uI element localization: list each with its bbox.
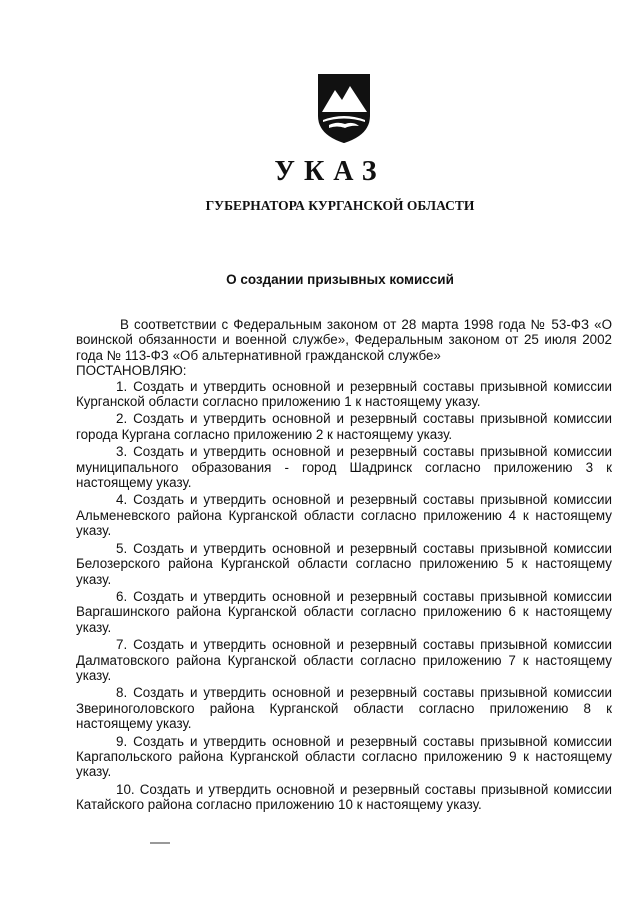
decree-item: 8. Создать и утвердить основной и резервный составы призывной комиссии Звериноголовского района Курганской области согласно приложению 8 к настоящему указу.: [76, 685, 612, 732]
issuer-subtitle: ГУБЕРНАТОРА КУРГАНСКОЙ ОБЛАСТИ: [205, 198, 475, 213]
decree-item: 6. Создать и утвердить основной и резервный составы призывной комиссии Варгашинского района Курганской области согласно приложению 6 к настоящему указу.: [76, 588, 612, 635]
document-heading: О создании призывных комиссий: [226, 272, 454, 287]
decree-word: ПОСТАНОВЛЯЮ:: [76, 363, 187, 379]
decree-item: 10. Создать и утвердить основной и резервный составы призывной комиссии Катайского района согласно приложению 10 к настоящему указу.: [76, 781, 612, 813]
decree-item: 7. Создать и утвердить основной и резервный составы призывной комиссии Далматовского района Курганской области согласно приложению 7 к настоящему указу.: [76, 637, 612, 683]
coat-of-arms-icon: [315, 72, 373, 144]
intro-paragraph: В соответствии с Федеральным законом от 28 марта 1998 года № 53-ФЗ «О воинской обязанности и военной службе», Федеральным законом от 25 июля 2002 года № 113-ФЗ «Об альтернативной гражданской службе»: [76, 317, 612, 363]
decree-item: 3. Создать и утвердить основной и резервный составы призывной комиссии муниципального образования - город Шадринск согласно приложению 3 к настоящему указу.: [76, 444, 612, 491]
decree-item: 9. Создать и утвердить основной и резервный составы призывной комиссии Каргапольского района Курганской области согласно приложению 9 к настоящему указу.: [76, 733, 612, 780]
scan-mark: [150, 842, 170, 844]
decree-item: 5. Создать и утвердить основной и резервный составы призывной комиссии Белозерского района Курганской области согласно приложению 5 к настоящему указу.: [76, 540, 612, 587]
decree-items-list: [76, 379, 612, 813]
decree-item: 4. Создать и утвердить основной и резервный составы призывной комиссии Альменевского района Курганской области согласно приложению 4 к настоящему указу.: [76, 492, 612, 539]
document-body: [76, 317, 612, 815]
page-title: УКАЗ: [274, 156, 386, 187]
decree-item: 2. Создать и утвердить основной и резервный составы призывной комиссии города Кургана согласно приложению 2 к настоящему указу.: [76, 411, 612, 442]
decree-item: 1. Создать и утвердить основной и резервный составы призывной комиссии Курганской области согласно приложению 1 к настоящему указу.: [76, 378, 612, 410]
